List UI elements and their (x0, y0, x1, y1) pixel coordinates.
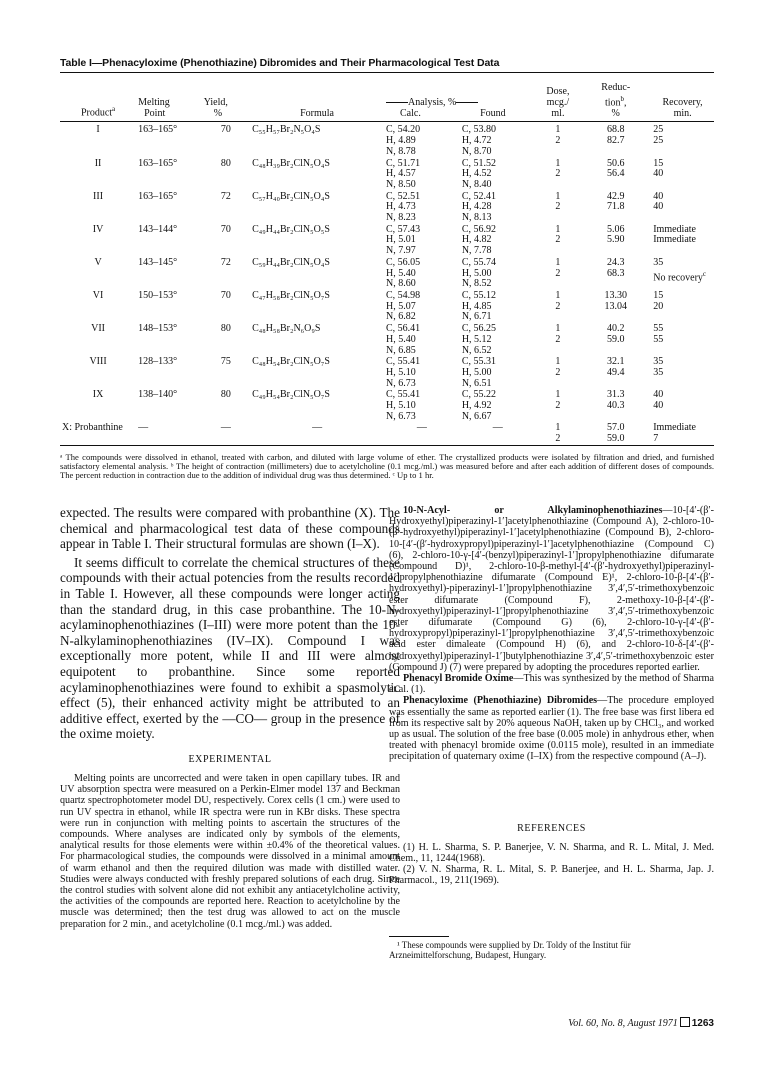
cell-dose: 1 2 (555, 356, 561, 378)
cell-calc: C, 51.71 H, 4.57 N, 8.50 (386, 157, 421, 190)
cell-formula: C₄₈H₅₄Br₂ClN₅O₇S (252, 356, 330, 368)
cell-dose: 1 2 (555, 389, 561, 412)
table-header-row (60, 83, 714, 121)
cell-reduction: 42.9 71.8 (606, 190, 625, 213)
cell-reduction: 68.8 82.7 (606, 124, 625, 147)
cell-dose: 1 2 (555, 256, 561, 279)
cell-found: C, 55.12 H, 4.85 N, 6.71 (461, 289, 496, 323)
table-bottom-rule (60, 445, 714, 446)
cell-reduction: 13.30 13.04 (604, 289, 627, 312)
cell-melting-point: 163–165° (138, 190, 178, 202)
cell-formula: C₄₉H₄₄Br₂ClN₅O₅S (252, 223, 330, 235)
cell-calc: C, 54.98 H, 5.07 N, 6.82 (386, 289, 421, 323)
cell-calc: C, 56.41 H, 5.40 N, 6.85 (386, 323, 421, 356)
cell-dose: 1 2 (555, 223, 561, 246)
cell-calc: C, 52.51 H, 4.73 N, 8.23 (386, 190, 421, 224)
cell-reduction: 40.2 59.0 (606, 323, 625, 345)
cell-melting-point: 138–140° (138, 389, 178, 401)
cell-yield: 75 (220, 356, 231, 368)
cell-yield: 70 (220, 223, 231, 235)
cell-calc: C, 54.20 H, 4.89 N, 8.78 (386, 124, 421, 157)
footnote-rule (389, 936, 449, 937)
table-row (60, 422, 714, 444)
cell-dose: 1 2 (555, 323, 561, 345)
table-row (60, 389, 714, 422)
cell-melting-point: 150–153° (138, 289, 178, 301)
cell-found: — (492, 422, 503, 434)
cell-found: C, 56.92 H, 4.82 N, 7.78 (461, 223, 496, 257)
cell-dose: 1 2 (555, 124, 561, 147)
cell-reduction: 5.06 5.90 (606, 223, 625, 246)
cell-calc: — (416, 422, 427, 434)
cell-melting-point: 163–165° (138, 157, 178, 169)
cell-product: VI (92, 289, 104, 301)
cell-found: C, 53.80 H, 4.72 N, 8.70 (461, 124, 496, 157)
header-yield: Yield, % (203, 97, 228, 119)
cell-formula: — (312, 422, 323, 434)
synthesis-paragraph-1: 10-N-Acyl- or Alkylaminophenothiazines—10-[4′-(β′-Hydroxyethyl)piperazinyl-1′]acetylphenothiazine (Compound A), 2-chloro-10-(β′-hydroxyethyl)piperazinyl-1′]acetylphenothiazine (Compound B), 2-chloro-10-[4′-(β′-hydroxypropyl)piperazinyl-1′]acetylphenothiazine (Compound C) (6), 2-chloro-10-γ-[4′-(benzyl)piperazinyl-1′]propylphenothiazine difumarate (Compound D)¹, 2-chloro-10-β-methyl-[4′-(β′-hydroxyethyl)piperazinyl-1′]propylphenothiazine difumarate (Compound E)¹, 2-chloro-10-β-[4′-(β′-hydroxyethyl)-piperazinyl-1′]propylphenothiazine 3′,4′,5′-trimethoxybenzoic ester difumarate (Compound F), 2-methoxy-10-β-[4′-(β′-hydroxyethyl)piperazinyl-1′]propylphenothiazine 3′,4′,5′-trimethoxybenzoic ester difumarate (Compound G) (6), 2-chloro-10-γ-[4′-(β′-hydroxypropyl)piperazinyl-1′]propylphenothiazine 3′,4′,5′-trimethoxybenzoic acid ester dimaleate (Compound H) (6), and 2-chloro-10-δ-[4′-(β′-hydroxyethyl)piperazinyl-1′]butylphenothiazine 3′,4′,5′-trimethoxybenzoic ester (Compound J) (7) were prepared by adopting the procedures reported earlier. (389, 505, 714, 673)
cell-product: I (96, 124, 100, 136)
cell-calc: C, 55.41 H, 5.10 N, 6.73 (386, 356, 421, 389)
synthesis-paragraph-2: Phenacyl Bromide Oxime—This was synthesized by the method of Sharma et al. (1). (389, 673, 714, 696)
data-table (60, 83, 714, 445)
header-calc: Calc. (400, 107, 421, 119)
experimental-heading: EXPERIMENTAL (188, 753, 272, 765)
cell-found: C, 55.74 H, 5.00 N, 8.52 (461, 256, 496, 290)
cell-recovery: Immediate 7 (653, 422, 696, 445)
header-formula: Formula (300, 107, 334, 119)
header-found: Found (480, 107, 506, 119)
cell-recovery: 40 40 (653, 190, 664, 213)
table-row (60, 290, 714, 323)
table-title: Table I—Phenacyloxime (Phenothiazine) Dibromides and Their Pharmacological Test Data (60, 57, 500, 69)
references-heading: REFERENCES (517, 822, 586, 834)
cell-recovery: Immediate Immediate (653, 223, 696, 246)
page-footer (470, 1017, 714, 1029)
cell-calc: C, 57.43 H, 5.01 N, 7.97 (386, 223, 421, 257)
cell-yield: 70 (220, 289, 231, 301)
cell-formula: C₄₈H₅₈Br₂N₆O₉S (252, 323, 321, 335)
cell-found: C, 56.25 H, 5.12 N, 6.52 (461, 323, 496, 356)
box-glyph (680, 1017, 690, 1027)
cell-reduction: 32.1 49.4 (606, 356, 625, 378)
right-column (389, 505, 714, 960)
reference-1: (1) H. L. Sharma, S. P. Banerjee, V. N. Sharma, and R. L. Mital, J. Med. Chem., 11, 1244(1968). (389, 841, 714, 864)
cell-recovery: 35 No recovery$^c$ (653, 256, 707, 283)
cell-product: III (93, 190, 104, 202)
cell-yield: 72 (220, 256, 231, 268)
cell-yield: 80 (220, 389, 231, 401)
cell-recovery: 15 20 (653, 289, 664, 312)
cell-melting-point: — (138, 422, 149, 434)
cell-product: VII (91, 323, 105, 335)
column-footnote: ¹ These compounds were supplied by Dr. Toldy of the Institut für Arzneimittelforschung, Budapest, Hungary. (389, 940, 631, 961)
table-row (60, 257, 714, 290)
synthesis-paragraph-3: Phenacyloxime (Phenothiazine) Dibromides—The procedure employed was essentially the same as reported earlier (1). The free base was first libera ed from its respective salt by 20% aqueous NaOH, taken up by CHCl₃, and worked up as usual. The solution of the free base (0.005 mole) in anhydrous ether, when treated with phenacyl bromide oxime (0.0115 mole), resulted in an immediate precipitation of quaternary oxime (I–IX) from the respective compound (A–J). (389, 695, 714, 763)
header-analysis: Analysis, % Calc. Found (384, 83, 536, 121)
cell-found: C, 55.22 H, 4.92 N, 6.67 (461, 389, 496, 422)
results-paragraph-1: expected. The results were compared with probanthine (X). The chemical and pharmacological test data of these compounds appear in Table I. Their structural formulas are shown (I–X). (60, 505, 400, 552)
cell-reduction: 24.3 68.3 (606, 256, 625, 279)
cell-reduction: 57.0 59.0 (606, 422, 625, 445)
cell-formula: C₄₉H₅₄Br₂ClN₅O₇S (252, 389, 330, 401)
cell-melting-point: 148–153° (138, 323, 178, 335)
table-row (60, 224, 714, 257)
cell-calc: C, 55.41 H, 5.10 N, 6.73 (386, 389, 421, 422)
cell-dose: 1 2 (555, 422, 561, 445)
header-reduction: Reduc- tion$^b$, % (601, 82, 631, 119)
cell-yield: 80 (220, 157, 231, 169)
cell-product: IV (92, 223, 104, 235)
table-footnote: ᵃ The compounds were dissolved in ethanol, treated with carbon, and diluted with large volume of ether. The crystallized products were isolated by filtration and dried, and furnished satisfactory elemental analysis. ᵇ The height of contraction (millimeters) due to acetylcholine (0.1 mcg./ml.) was measured before and after each addition of different doses of compounds. The percent reduction in contraction due to the addition of individual drug was thus determined. ᶜ Up to 1 hr. (60, 452, 714, 481)
cell-found: C, 52.41 H, 4.28 N, 8.13 (461, 190, 496, 224)
header-recovery: Recovery, min. (662, 97, 703, 119)
table-row (60, 323, 714, 356)
table-row (60, 356, 714, 389)
cell-melting-point: 143–144° (138, 223, 178, 235)
cell-melting-point: 143–145° (138, 256, 178, 268)
cell-yield: 80 (220, 323, 231, 335)
cell-product: X: Probanthine (62, 422, 123, 434)
cell-formula: C₅₅H₅₇Br₂N₅O₄S (252, 124, 321, 136)
results-paragraph-2: It seems difficult to correlate the chemical structures of these compounds with their actual potencies from the results recorded in Table I. However, all these compounds were longer acting than the standard drug, in this case probanthine. The 10-N-acylaminophenothiazines (I–III) were more potent than the 10-N-alkylaminophenothiazines (IV–IX). Compound I was exceptionally more potent, while II and III were almost equipotent to probanthine. Since some reported acylaminophenothiazines were found to exhibit a spasmolytic effect (5), their enhanced activity might be attributed to an additive effect, exerted by the —CO— group in the presence of the oxime moiety. (60, 554, 400, 742)
header-melting-point: Melting Point (138, 97, 170, 119)
cell-recovery: 15 40 (653, 157, 664, 180)
cell-dose: 1 2 (555, 289, 561, 312)
cell-product: V (94, 256, 102, 268)
cell-dose: 1 2 (555, 157, 561, 180)
table-row (60, 124, 714, 157)
cell-melting-point: 163–165° (138, 124, 178, 136)
left-column (60, 505, 400, 930)
cell-formula: C₄₈H₃₉Br₂ClN₅O₄S (252, 157, 330, 169)
cell-reduction: 31.3 40.3 (606, 389, 625, 412)
cell-melting-point: 128–133° (138, 356, 178, 368)
page-number: 1263 (691, 1018, 714, 1029)
cell-formula: C₅₇H₄₀Br₂ClN₅O₄S (252, 190, 330, 202)
reference-2: (2) V. N. Sharma, R. L. Mital, S. P. Banerjee, and H. L. Sharma, Jap. J. Pharmacol., 19, 211(1969). (389, 864, 714, 887)
table-row (60, 158, 714, 191)
cell-dose: 1 2 (555, 190, 561, 213)
cell-found: C, 55.31 H, 5.00 N, 6.51 (461, 356, 496, 389)
cell-product: IX (92, 389, 104, 401)
header-product: Product$^a$ (80, 105, 116, 119)
cell-recovery: 35 35 (653, 356, 664, 378)
journal-citation: Vol. 60, No. 8, August 1971 (568, 1018, 678, 1029)
table-row (60, 191, 714, 224)
cell-yield: 72 (220, 190, 231, 202)
cell-product: II (94, 157, 102, 169)
cell-formula: C₅₉H₄₄Br₂ClN₅O₄S (252, 256, 330, 268)
cell-formula: C₄₇H₅₈Br₂ClN₅O₇S (252, 289, 330, 301)
table-top-rule (60, 72, 714, 73)
cell-found: C, 51.52 H, 4.52 N, 8.40 (461, 157, 496, 190)
cell-product: VIII (89, 356, 107, 368)
cell-yield: 70 (220, 124, 231, 136)
experimental-paragraph: Melting points are uncorrected and were taken in open capillary tubes. IR and UV absorption spectra were measured on a Perkin-Elmer model 137 and Beckman quartz spectrophotometer model DU, respectively. Corex cells (1 cm.) were used to run UV spectra in ethanol, while IR spectra were run in KBr disks. These spectra were run in conjunction with melting points to ascertain the structures of the compounds. Where analyses are indicated only by symbols of the elements, analytical results for those elements were within ±0.4% of the theoretical values. For pharmacological studies, the compounds were dissolved in a minimal amount of warm ethanol and then the required dilution was made with distilled water. Studies were always conducted with freshly prepared solutions of each drug. Since the control studies with solvent alone did not exhibit any antiacetylcholine activity, the activities of the compounds are reported here. Reaction to acetylcholine by the muscle was determined; then the test drug was allowed to act on the muscle preparation for 2 min., and acetylcholine (0.1 mcg./ml.) was added. (60, 772, 400, 930)
cell-recovery: 55 55 (653, 323, 664, 345)
cell-recovery: 40 40 (653, 389, 664, 412)
cell-recovery: 25 25 (653, 124, 664, 147)
cell-reduction: 50.6 56.4 (606, 157, 625, 180)
cell-yield: — (220, 422, 231, 434)
header-dose: Dose, mcg./ ml. (546, 86, 570, 119)
cell-calc: C, 56.05 H, 5.40 N, 8.60 (386, 256, 421, 290)
